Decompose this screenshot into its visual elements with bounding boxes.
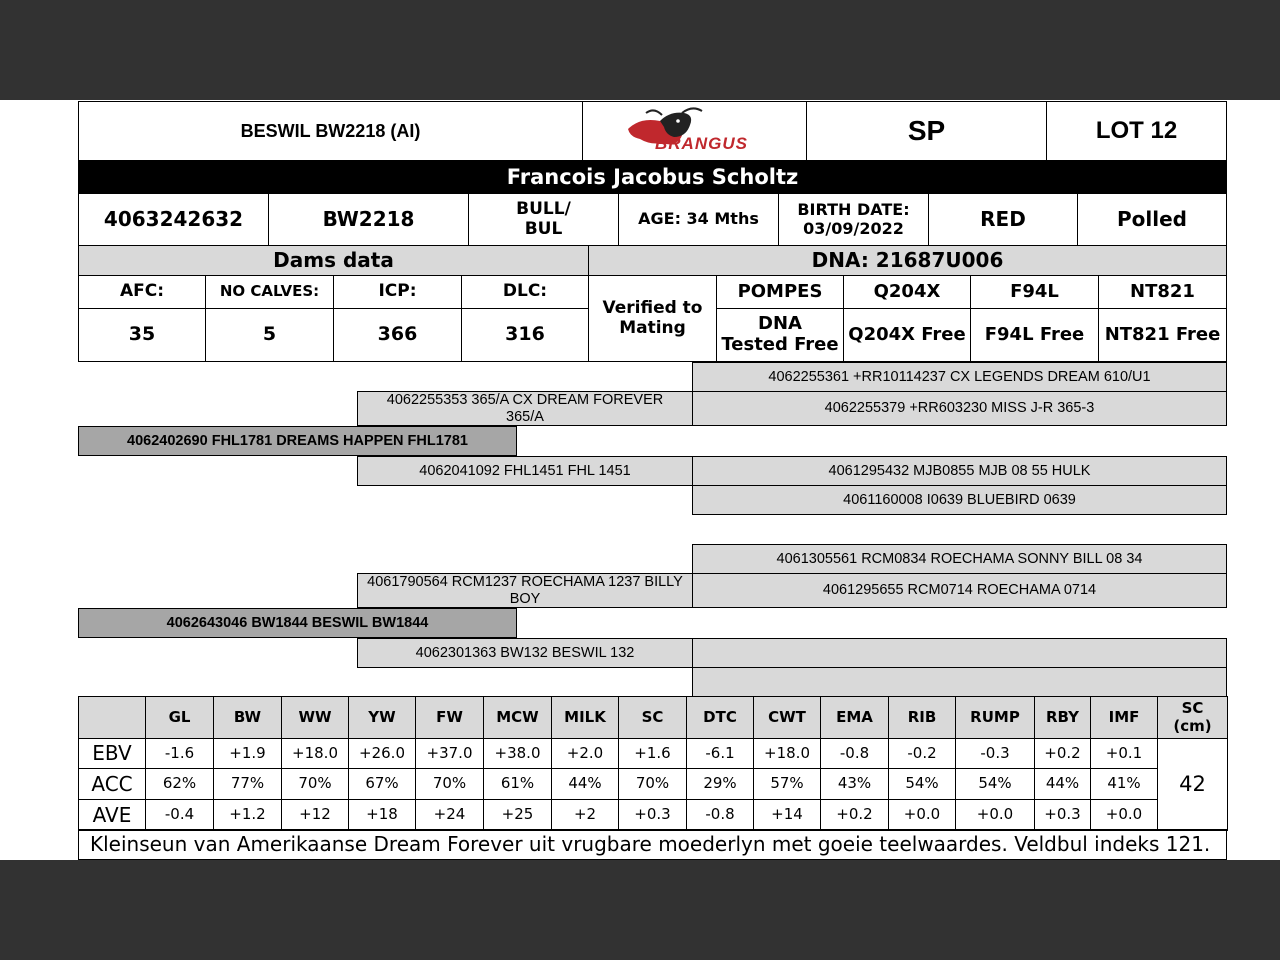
- trait-value: +0.2: [1034, 738, 1091, 769]
- trait-header-fw: FW: [415, 696, 484, 739]
- registration-number: 4063242632: [78, 193, 269, 246]
- trait-value: 77%: [213, 768, 282, 800]
- dlc-label: DLC:: [461, 275, 589, 309]
- trait-header-bw: BW: [213, 696, 282, 739]
- trait-value: +0.3: [1034, 799, 1091, 831]
- trait-value: +0.2: [820, 799, 889, 831]
- trait-value: -0.8: [820, 738, 889, 769]
- trait-row-label-ebv: EBV: [78, 738, 146, 769]
- test-f94l-name: F94L: [970, 275, 1099, 309]
- trait-row-label-ave: AVE: [78, 799, 146, 831]
- trait-value: -6.1: [686, 738, 754, 769]
- trait-value: -0.3: [955, 738, 1035, 769]
- test-q204x-result: Q204X Free: [843, 308, 971, 362]
- age: AGE: 34 Mths: [618, 193, 779, 246]
- test-nt821-result: NT821 Free: [1098, 308, 1227, 362]
- trait-header-rib: RIB: [888, 696, 956, 739]
- icp-label: ICP:: [333, 275, 462, 309]
- trait-value: 61%: [483, 768, 552, 800]
- pedigree-dam-dam-dam: [692, 667, 1227, 697]
- trait-header-milk: MILK: [551, 696, 619, 739]
- trait-value: 67%: [348, 768, 416, 800]
- trait-value: +37.0: [415, 738, 484, 769]
- trait-value: +2.0: [551, 738, 619, 769]
- trait-value: 29%: [686, 768, 754, 800]
- animal-name: BESWIL BW2218 (AI): [78, 101, 583, 161]
- dna-title: DNA: 21687U006: [588, 245, 1227, 276]
- trait-value: +24: [415, 799, 484, 831]
- sc-cm-value: 42: [1157, 738, 1228, 831]
- trait-value: +0.3: [618, 799, 687, 831]
- trait-header-corner: [78, 696, 146, 739]
- pedigree-sire: 4062402690 FHL1781 DREAMS HAPPEN FHL1781: [78, 426, 517, 456]
- trait-value: +12: [281, 799, 349, 831]
- tag-number: BW2218: [268, 193, 469, 246]
- test-f94l-result: F94L Free: [970, 308, 1099, 362]
- birth-date-label: BIRTH DATE:: [797, 200, 910, 220]
- icp-value: 366: [333, 308, 462, 362]
- trait-value: 70%: [281, 768, 349, 800]
- sex-line-1: BULL/: [516, 198, 571, 219]
- pedigree-sire-dam: 4062041092 FHL1451 FHL 1451: [357, 456, 693, 486]
- trait-value: -0.2: [888, 738, 956, 769]
- sc-header-line-2: (cm): [1173, 716, 1212, 735]
- pedigree-sire-sire-dam: 4062255379 +RR603230 MISS J-R 365-3: [692, 391, 1227, 426]
- classification: SP: [806, 101, 1047, 161]
- trait-value: -1.6: [145, 738, 214, 769]
- dlc-value: 316: [461, 308, 589, 362]
- afc-label: AFC:: [78, 275, 206, 309]
- trait-value: +0.1: [1090, 738, 1158, 769]
- brangus-logo: [582, 101, 807, 161]
- trait-value: +0.0: [955, 799, 1035, 831]
- trait-value: 54%: [888, 768, 956, 800]
- pedigree-dam-sire: 4061790564 RCM1237 ROECHAMA 1237 BILLY BOY: [357, 573, 693, 608]
- verified-line-2: Mating: [619, 317, 686, 338]
- pedigree-dam-sire-sire: 4061305561 RCM0834 ROECHAMA SONNY BILL 08 34: [692, 544, 1227, 574]
- birth-date-cell: [778, 193, 929, 246]
- trait-value: 70%: [415, 768, 484, 800]
- trait-value: 54%: [955, 768, 1035, 800]
- pedigree-sire-sire: 4062255353 365/A CX DREAM FOREVER 365/A: [357, 391, 693, 426]
- trait-value: +1.6: [618, 738, 687, 769]
- trait-header-cwt: CWT: [753, 696, 821, 739]
- verified-line-1: Verified to: [602, 297, 703, 318]
- trait-value: +18: [348, 799, 416, 831]
- lot-number: LOT 12: [1046, 101, 1227, 161]
- logo-text: BRANGUS: [655, 134, 748, 153]
- test-pompes-result: [716, 308, 844, 362]
- trait-value: +18.0: [281, 738, 349, 769]
- trait-value: +1.9: [213, 738, 282, 769]
- trait-value: +0.0: [1090, 799, 1158, 831]
- test-q204x-name: Q204X: [843, 275, 971, 309]
- trait-header-ema: EMA: [820, 696, 889, 739]
- pedigree-sire-dam-dam: 4061160008 I0639 BLUEBIRD 0639: [692, 485, 1227, 515]
- afc-value: 35: [78, 308, 206, 362]
- trait-header-sc-cm: [1157, 696, 1228, 739]
- trait-value: +1.2: [213, 799, 282, 831]
- trait-value: +25: [483, 799, 552, 831]
- trait-value: 44%: [551, 768, 619, 800]
- sc-header-line-1: SC: [1181, 699, 1204, 718]
- trait-value: 41%: [1090, 768, 1158, 800]
- trait-header-mcw: MCW: [483, 696, 552, 739]
- trait-header-rby: RBY: [1034, 696, 1091, 739]
- trait-header-imf: IMF: [1090, 696, 1158, 739]
- pedigree-dam: 4062643046 BW1844 BESWIL BW1844: [78, 608, 517, 638]
- trait-header-sc: SC: [618, 696, 687, 739]
- trait-value: 44%: [1034, 768, 1091, 800]
- trait-value: 70%: [618, 768, 687, 800]
- birth-date: 03/09/2022: [803, 218, 904, 238]
- trait-value: +18.0: [753, 738, 821, 769]
- pedigree-dam-dam-sire: [692, 638, 1227, 668]
- pedigree-sire-sire-sire: 4062255361 +RR10114237 CX LEGENDS DREAM 610/U1: [692, 362, 1227, 392]
- horn-status: Polled: [1077, 193, 1227, 246]
- trait-value: 43%: [820, 768, 889, 800]
- trait-header-gl: GL: [145, 696, 214, 739]
- sex-cell: [468, 193, 619, 246]
- test-nt821-name: NT821: [1098, 275, 1227, 309]
- trait-value: -0.4: [145, 799, 214, 831]
- pompes-result-line-1: DNA: [758, 313, 802, 335]
- breeder-name: Francois Jacobus Scholtz: [78, 161, 1227, 193]
- pedigree-sire-dam-sire: 4061295432 MJB0855 MJB 08 55 HULK: [692, 456, 1227, 486]
- test-pompes-name: POMPES: [716, 275, 844, 309]
- color: RED: [928, 193, 1078, 246]
- sale-catalogue-sheet: [0, 100, 1280, 860]
- trait-header-ww: WW: [281, 696, 349, 739]
- trait-value: 57%: [753, 768, 821, 800]
- trait-value: +0.0: [888, 799, 956, 831]
- no-calves-label: NO CALVES:: [205, 275, 334, 309]
- pompes-result-line-2: Tested Free: [721, 334, 839, 355]
- trait-header-rump: RUMP: [955, 696, 1035, 739]
- trait-value: +38.0: [483, 738, 552, 769]
- trait-value: +2: [551, 799, 619, 831]
- trait-header-dtc: DTC: [686, 696, 754, 739]
- trait-header-yw: YW: [348, 696, 416, 739]
- pedigree-dam-dam: 4062301363 BW132 BESWIL 132: [357, 638, 693, 668]
- verified-to-mating: [588, 275, 717, 362]
- trait-row-label-acc: ACC: [78, 768, 146, 800]
- pedigree-dam-sire-dam: 4061295655 RCM0714 ROECHAMA 0714: [692, 573, 1227, 608]
- trait-value: +26.0: [348, 738, 416, 769]
- no-calves-value: 5: [205, 308, 334, 362]
- dams-data-title: Dams data: [78, 245, 589, 276]
- sex-line-2: BUL: [524, 218, 563, 239]
- lot-comment: Kleinseun van Amerikaanse Dream Forever uit vrugbare moederlyn met goeie teelwaardes. Veldbul indeks 121.: [78, 829, 1227, 860]
- trait-value: -0.8: [686, 799, 754, 831]
- trait-value: +14: [753, 799, 821, 831]
- trait-value: 62%: [145, 768, 214, 800]
